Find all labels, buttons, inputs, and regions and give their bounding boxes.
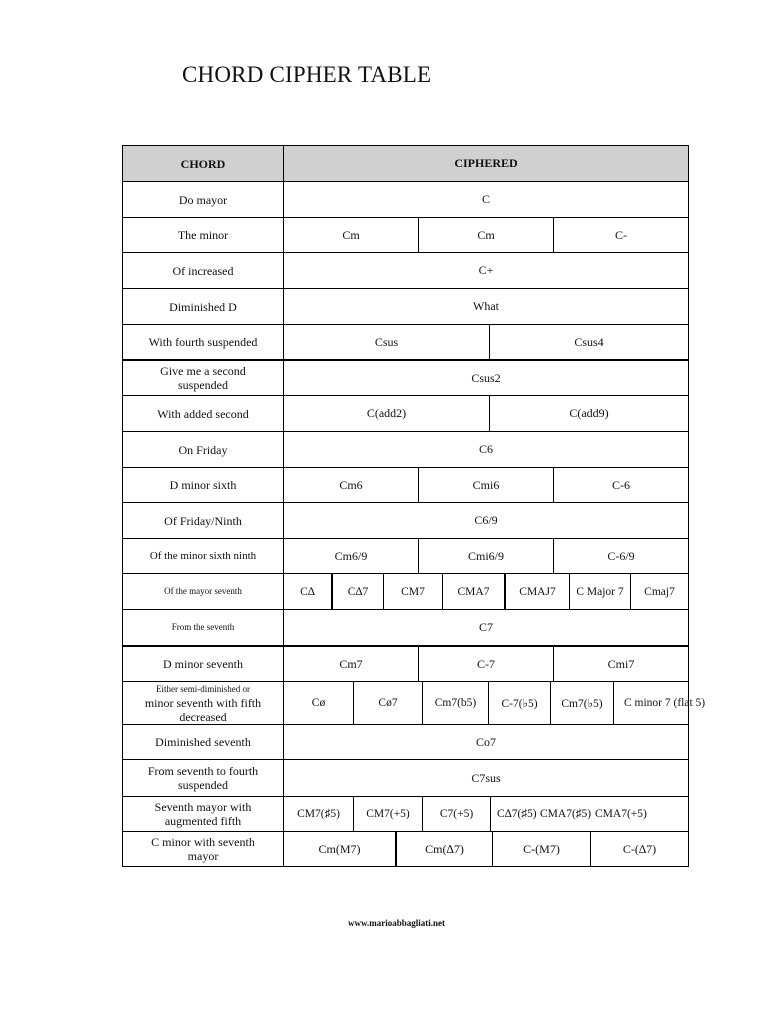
table-row (122, 609, 689, 645)
table-row (122, 181, 689, 217)
cipher-cell: C-7(♭5) (488, 682, 550, 724)
header-chord: CHORD (123, 146, 284, 181)
cipher-cell: C(add2) (366, 406, 407, 420)
table-row (122, 538, 689, 573)
cipher-cell: C7 (478, 620, 493, 634)
cipher-cell: C6 (478, 442, 493, 456)
chord-name (123, 682, 284, 724)
cipher-cell: C-(M7) (492, 832, 590, 866)
cipher-cell: C (481, 192, 490, 206)
table-row (122, 573, 689, 609)
cipher-cell: Cm7(b5) (422, 682, 488, 724)
chord-name: With added second (123, 396, 284, 431)
cipher-cell: CMA7(+5) (595, 808, 647, 820)
cipher-cell: CMA7 (442, 574, 504, 609)
chord-name: With fourth suspended (123, 325, 284, 359)
cipher-cell: C∆ (300, 585, 315, 598)
cipher-cell: Cm6/9 (334, 548, 368, 563)
cipher-cell: Csus4 (489, 325, 688, 359)
chord-cipher-table (122, 145, 706, 867)
table-row (122, 831, 689, 867)
table-row (122, 252, 689, 288)
chord-name: Of Friday/Ninth (123, 503, 284, 538)
cipher-cell: C+ (478, 263, 494, 277)
cipher-cell: C-6/9 (553, 539, 688, 573)
table-row (122, 288, 689, 324)
table-row (122, 359, 689, 395)
table-row (122, 502, 689, 538)
cipher-cell: C-6 (553, 468, 688, 502)
page-title: CHORD CIPHER TABLE (182, 62, 432, 87)
table-row (122, 431, 689, 467)
chord-name: Do mayor (123, 182, 284, 217)
chord-name: D minor sixth (123, 468, 284, 502)
chord-name: The minor (123, 218, 284, 252)
chord-name-line1: Either semi-diminished or (156, 684, 250, 694)
chord-name: C minor with seventh mayor (123, 832, 284, 866)
cipher-cell: Cm6 (339, 477, 363, 492)
cipher-cell: Cm7(♭5) (550, 682, 613, 724)
chord-name: Of the minor sixth ninth (123, 539, 284, 573)
table-row (122, 324, 689, 359)
cipher-cell: Csus (374, 334, 399, 349)
chord-name: From the seventh (123, 610, 284, 645)
cipher-cell: What (473, 299, 499, 313)
cipher-cell: C7sus (471, 770, 501, 785)
footer-url: www.marioabbagliati.net (348, 918, 446, 928)
cipher-cell: CM7(+5) (353, 797, 422, 831)
table-row (122, 217, 689, 252)
table-row (122, 724, 689, 759)
chord-name: Of increased (123, 253, 284, 288)
cipher-cell: Cm7 (339, 656, 363, 671)
chord-name: D minor seventh (123, 647, 284, 681)
cipher-cell: Cmi7 (553, 647, 688, 681)
cipher-cell: C-7 (418, 647, 553, 681)
cipher-cell: C7(+5) (422, 797, 490, 831)
chord-name: From seventh to fourth suspended (123, 760, 284, 796)
cipher-cell: Cmaj7 (630, 574, 688, 609)
cipher-cell: Cmi6 (418, 468, 553, 502)
table-row (122, 467, 689, 502)
cipher-cell: Cm(M7) (318, 841, 361, 856)
cipher-cell: C(add9) (489, 396, 688, 431)
cipher-cell: Cm (418, 218, 553, 252)
cipher-cell: CM7(♯5) (297, 808, 340, 820)
chord-name-line2: minor seventh with fifth decreased (144, 696, 262, 724)
cipher-cell: Cm(∆7) (395, 832, 492, 866)
cipher-cell: Cø (311, 697, 326, 709)
cipher-cell: Co7 (475, 734, 496, 749)
cipher-cell: C-(∆7) (590, 832, 688, 866)
cipher-cell: CMAJ7 (504, 574, 569, 609)
table-row (122, 395, 689, 431)
chord-name: Of the mayor seventh (123, 574, 284, 609)
chord-name: Diminished seventh (123, 725, 284, 759)
cipher-cell: CM7 (383, 574, 442, 609)
cipher-cell: Csus2 (471, 370, 501, 385)
cipher-cell: C6/9 (474, 513, 498, 527)
header-ciphered: CIPHERED (454, 156, 518, 170)
chord-name: Seventh mayor with augmented fifth (123, 797, 284, 831)
cipher-cell: C∆7(♯5) (490, 797, 540, 831)
cipher-cell: Cø7 (353, 682, 422, 724)
cipher-cell: C∆7 (331, 574, 383, 609)
cipher-cell: Cm (342, 227, 360, 242)
chord-name: On Friday (123, 432, 284, 467)
cipher-cell: Cmi6/9 (418, 539, 553, 573)
table-row (122, 796, 689, 831)
table-row (122, 759, 689, 796)
table-row (122, 681, 706, 724)
chord-name: Give me a second suspended (123, 361, 284, 395)
chord-name: Diminished D (123, 289, 284, 324)
cipher-cell: C minor 7 (flat 5) (613, 682, 705, 724)
table-header-row (122, 145, 689, 181)
cipher-cell: CMA7(♯5) (540, 808, 592, 820)
cipher-cell: C Major 7 (569, 574, 630, 609)
cipher-cell: C- (553, 218, 688, 252)
table-row (122, 645, 689, 681)
